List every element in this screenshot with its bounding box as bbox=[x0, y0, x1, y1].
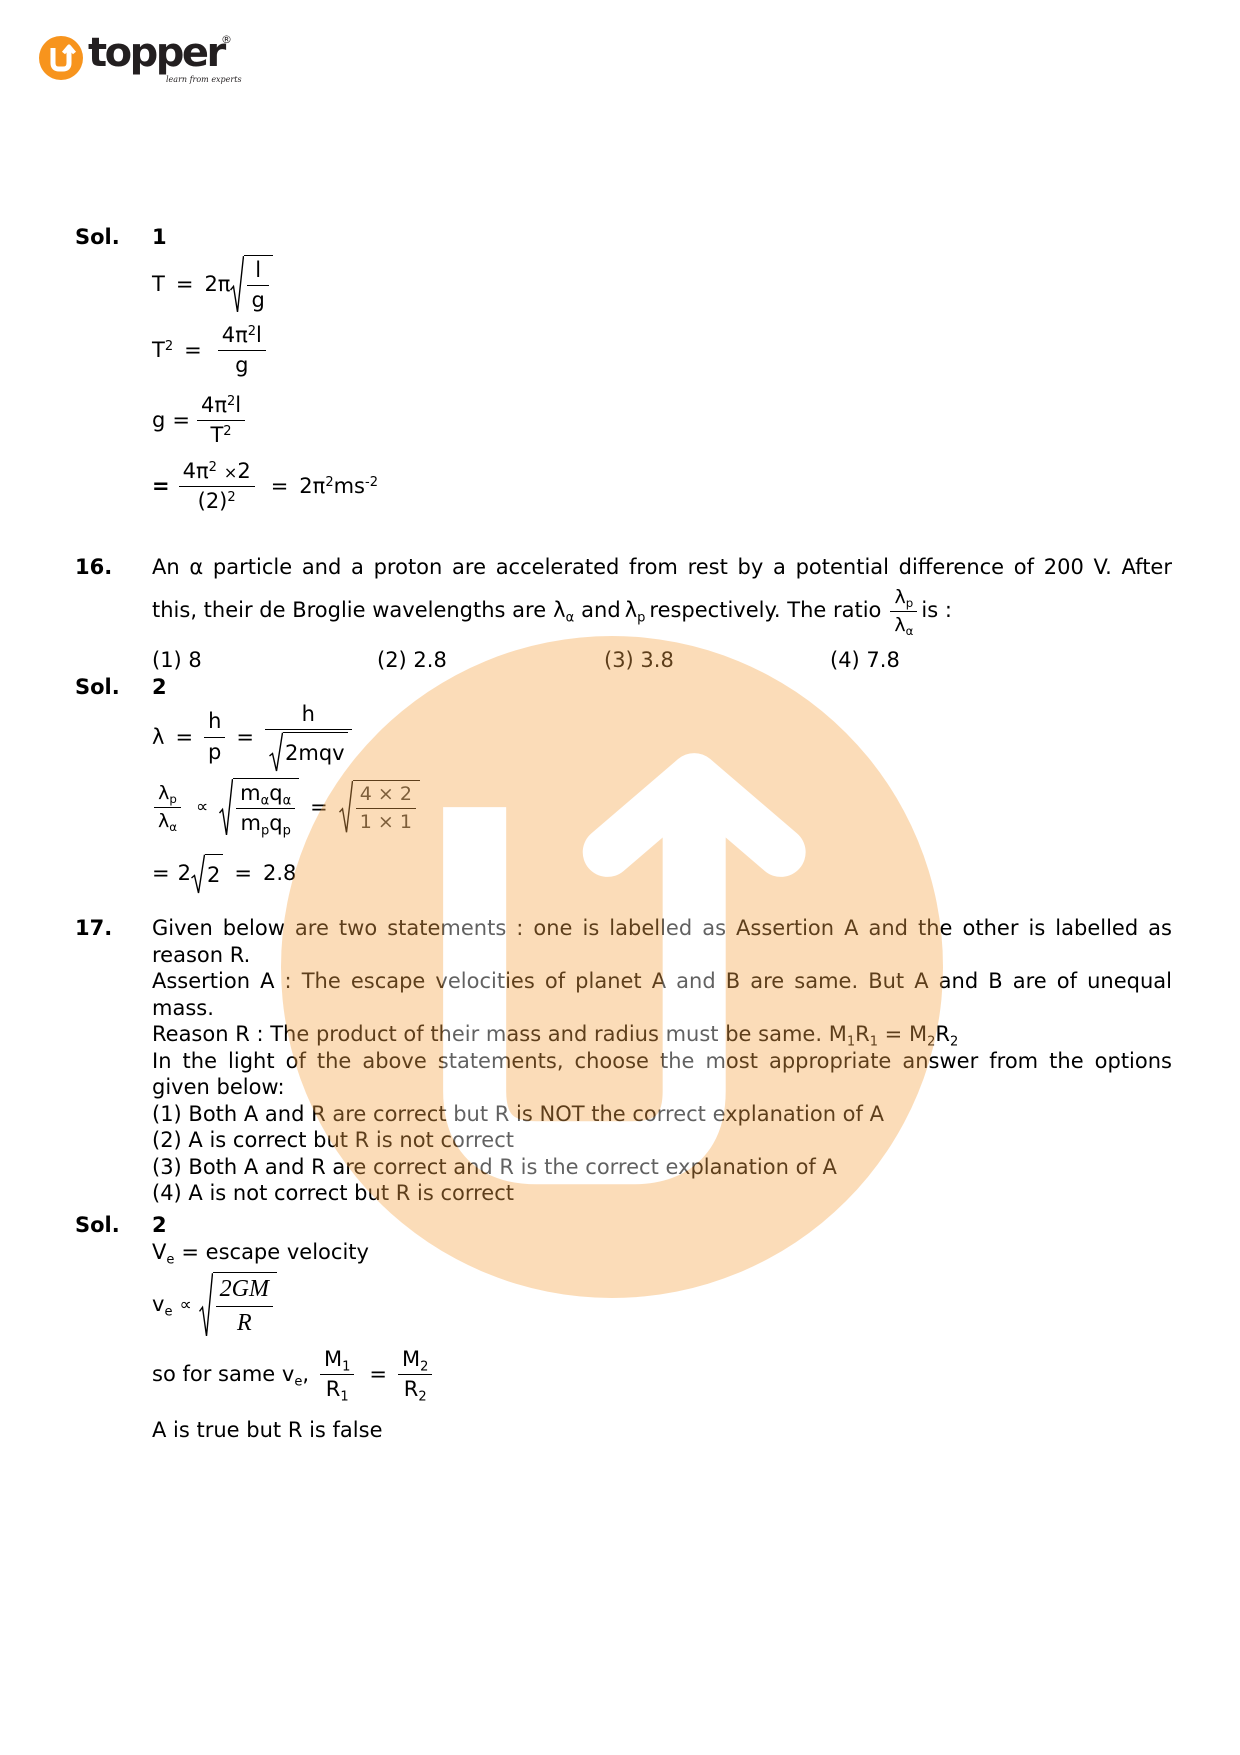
denominator-exponent: 2 bbox=[227, 490, 236, 506]
wavelength-ratio-formula bbox=[152, 778, 420, 839]
lhs-exponent: 2 bbox=[164, 338, 174, 354]
assertion-statement: Assertion A : The escape velocities of planet A and B are same. But A and B are of unequal mass. bbox=[152, 969, 1172, 1020]
m1-over-r1-fraction bbox=[320, 1347, 354, 1405]
fraction-denominator: p bbox=[208, 739, 222, 764]
fraction-denominator: g bbox=[235, 353, 249, 378]
m2-over-r2-fraction bbox=[398, 1347, 432, 1405]
question-17-body bbox=[152, 915, 1172, 1207]
fraction-numerator: l bbox=[247, 258, 268, 286]
escape-velocity-definition bbox=[152, 1239, 369, 1266]
square-root bbox=[339, 780, 420, 834]
gm-over-r-fraction bbox=[216, 1275, 273, 1338]
subscript: e bbox=[166, 1252, 175, 1268]
square-root bbox=[191, 854, 223, 894]
subscript: 1 bbox=[869, 1034, 878, 1050]
radicand bbox=[233, 778, 299, 839]
question-instruction: In the light of the above statements, choose the most appropriate answer from the options given below: bbox=[152, 1048, 1172, 1099]
numerator-exponent: 2 bbox=[226, 393, 236, 409]
equals-sign: = bbox=[270, 474, 289, 499]
solution-16-header bbox=[0, 674, 400, 701]
fraction-numerator bbox=[890, 586, 917, 612]
subscript: 1 bbox=[342, 1359, 351, 1375]
subscript: α bbox=[169, 819, 178, 834]
square-root bbox=[269, 732, 348, 772]
mass-charge-fraction bbox=[236, 781, 295, 839]
subscript: p bbox=[260, 823, 270, 839]
numerator-term: 4π bbox=[200, 393, 227, 417]
solution-label: Sol. bbox=[75, 675, 120, 699]
numerator-exponent: 2 bbox=[208, 459, 217, 475]
wavelength-ratio bbox=[154, 782, 181, 833]
alpha-wavelength bbox=[553, 598, 575, 626]
subscript: p bbox=[905, 595, 914, 610]
equals-sign: = bbox=[175, 724, 194, 749]
mass-symbol: M bbox=[828, 1022, 847, 1046]
subscript: 2 bbox=[949, 1034, 959, 1050]
numerator-term: 4π bbox=[221, 323, 248, 347]
numerator-exponent: 2 bbox=[247, 323, 257, 339]
option-2: (2) A is correct but R is not correct bbox=[152, 1128, 514, 1152]
radius-symbol: R bbox=[855, 1022, 870, 1046]
comma: , bbox=[302, 1362, 310, 1387]
question-text: respectively. The ratio bbox=[649, 598, 882, 623]
denominator-term: (2) bbox=[197, 489, 228, 514]
mass-radius-relation bbox=[152, 1347, 432, 1405]
subscript: α bbox=[905, 623, 914, 638]
conjunction: and bbox=[581, 598, 621, 623]
question-16-line-1: An α particle and a proton are accelerated from rest by a potential difference of 200 V. After bbox=[152, 555, 1172, 579]
radical-sign bbox=[269, 732, 283, 772]
radical-sign bbox=[199, 1272, 213, 1338]
fraction bbox=[218, 323, 266, 378]
radicand bbox=[244, 255, 272, 313]
option-2: (2) 2.8 bbox=[377, 648, 447, 672]
registered-mark: ® bbox=[221, 33, 232, 46]
question-16-options bbox=[0, 647, 1240, 674]
question-text: is : bbox=[921, 598, 952, 623]
fraction-numerator: 2GM bbox=[216, 1275, 273, 1307]
subscript: 1 bbox=[340, 1389, 349, 1405]
gravity-formula bbox=[152, 393, 250, 448]
fraction-numerator: h bbox=[204, 709, 225, 737]
square-root bbox=[219, 778, 299, 839]
solution-15-header bbox=[0, 224, 400, 251]
velocity-symbol bbox=[152, 1292, 173, 1320]
square-root bbox=[199, 1272, 277, 1338]
equals-sign: = bbox=[884, 1022, 903, 1046]
subscript-p: p bbox=[637, 610, 646, 626]
equals-sign: = bbox=[152, 474, 170, 499]
reason-statement bbox=[152, 1021, 1172, 1048]
option-3: (3) 3.8 bbox=[604, 648, 674, 672]
logo-tagline: learn from experts bbox=[166, 75, 242, 84]
numeric-fraction bbox=[356, 783, 416, 834]
subscript: α bbox=[282, 793, 292, 809]
result-value: 2π bbox=[299, 474, 326, 499]
equals-sign: = bbox=[310, 794, 328, 819]
symbol: v bbox=[152, 1292, 165, 1317]
subscript: 1 bbox=[846, 1034, 856, 1050]
lhs-term bbox=[152, 338, 173, 363]
radicand: 2 bbox=[205, 854, 223, 894]
fraction-numerator bbox=[398, 1347, 432, 1375]
symbol: V bbox=[152, 1240, 167, 1264]
result bbox=[299, 474, 378, 499]
unit-exponent: -2 bbox=[365, 474, 378, 490]
proton-wavelength bbox=[624, 598, 646, 626]
radicand bbox=[353, 780, 420, 834]
times-sign: × bbox=[223, 463, 238, 482]
subscript-alpha: α bbox=[565, 610, 575, 626]
period-symbol: T bbox=[152, 271, 165, 296]
h-over-p-fraction bbox=[204, 709, 225, 764]
fraction-denominator: g bbox=[251, 288, 265, 313]
charge-symbol: q bbox=[269, 811, 283, 836]
radius-symbol: R bbox=[325, 1377, 341, 1402]
solution-answer: 2 bbox=[152, 675, 167, 699]
fraction-denominator bbox=[179, 487, 255, 514]
option-3: (3) Both A and R are correct and R is the correct explanation of A bbox=[152, 1154, 837, 1179]
option-1: (1) Both A and R are correct but R is NOT the correct explanation of A bbox=[152, 1101, 884, 1126]
fraction-numerator: 4 × 2 bbox=[356, 783, 416, 809]
equals-sign: = bbox=[234, 861, 252, 886]
question-16-line-2 bbox=[152, 584, 952, 638]
length-over-gravity-fraction bbox=[247, 258, 268, 313]
subscript: α bbox=[260, 793, 270, 809]
fraction-denominator bbox=[890, 612, 917, 637]
subscript: e bbox=[294, 1374, 303, 1390]
proportional-sign: ∝ bbox=[179, 1294, 192, 1315]
lambda-symbol: λ bbox=[152, 724, 165, 749]
equals-sign: = bbox=[184, 338, 202, 363]
fraction-numerator bbox=[236, 781, 295, 809]
equals-sign: = bbox=[175, 271, 194, 296]
subscript: 2 bbox=[420, 1359, 429, 1375]
reason-text: Reason R : The product of their mass and radius must be same. bbox=[152, 1022, 822, 1046]
lambda-symbol: λ bbox=[158, 781, 170, 804]
fraction-numerator bbox=[320, 1347, 354, 1375]
subscript: 2 bbox=[927, 1034, 936, 1050]
subscript: p bbox=[282, 823, 291, 839]
numerator-tail: 2 bbox=[237, 459, 251, 483]
result-exponent: 2 bbox=[325, 474, 334, 490]
radical-sign bbox=[219, 778, 233, 836]
lhs-symbol: T bbox=[152, 338, 165, 363]
velocity-symbol bbox=[152, 1239, 174, 1266]
radical-sign bbox=[339, 780, 353, 834]
coefficient: 2 bbox=[177, 861, 191, 886]
numerator-term: 4π bbox=[182, 459, 209, 483]
fraction-numerator bbox=[218, 323, 266, 351]
lambda-symbol: λ bbox=[624, 598, 638, 623]
fraction-denominator bbox=[154, 808, 181, 833]
question-intro: Given below are two statements : one is labelled as Assertion A and the other is labelled as reason R. bbox=[152, 916, 1172, 967]
solution-answer: 1 bbox=[152, 225, 167, 249]
result-value: 2.8 bbox=[262, 861, 297, 886]
fraction-denominator: R bbox=[236, 1309, 252, 1336]
charge-symbol: q bbox=[269, 781, 283, 805]
option-4: (4) A is not correct but R is correct bbox=[152, 1181, 514, 1205]
relation-text bbox=[152, 1362, 310, 1390]
equals-sign: = bbox=[172, 408, 190, 433]
square-root bbox=[230, 255, 272, 313]
denominator-term: T bbox=[210, 423, 224, 448]
lambda-symbol: λ bbox=[894, 613, 906, 636]
gravity-substitution bbox=[152, 459, 378, 514]
fraction-numerator: h bbox=[265, 702, 352, 730]
fraction-numerator bbox=[197, 393, 245, 421]
question-number-16: 16. bbox=[75, 555, 113, 579]
reason-equation bbox=[828, 1022, 959, 1050]
question-text: this, their de Broglie wavelengths are bbox=[152, 598, 547, 623]
equals-sign: = bbox=[369, 1362, 388, 1387]
radius-symbol: R bbox=[403, 1377, 419, 1402]
utopper-u-arrow-icon bbox=[38, 35, 84, 81]
mass-symbol: M bbox=[324, 1347, 343, 1371]
numerator-tail: l bbox=[256, 323, 262, 347]
proportional-sign: ∝ bbox=[196, 796, 209, 817]
radical-sign bbox=[191, 854, 205, 894]
equals-sign: = bbox=[152, 861, 170, 886]
mass-symbol: m bbox=[240, 811, 261, 836]
ratio-result bbox=[152, 854, 296, 894]
radical-sign bbox=[230, 255, 244, 313]
numerator-tail: l bbox=[235, 393, 242, 417]
period-squared-formula bbox=[152, 323, 271, 378]
result-unit: ms bbox=[333, 474, 365, 499]
definition-text: = escape velocity bbox=[181, 1240, 369, 1264]
mass-symbol: M bbox=[402, 1347, 421, 1371]
fraction-numerator bbox=[179, 459, 255, 487]
lambda-symbol: λ bbox=[894, 585, 906, 608]
period-formula bbox=[152, 255, 273, 313]
mass-symbol: M bbox=[908, 1022, 928, 1046]
radicand bbox=[213, 1272, 277, 1338]
solution-label: Sol. bbox=[75, 1213, 120, 1237]
de-broglie-formula bbox=[152, 702, 352, 772]
solution-conclusion: A is true but R is false bbox=[152, 1418, 383, 1442]
fraction-numerator bbox=[154, 782, 181, 808]
equals-sign: = bbox=[236, 724, 254, 749]
lhs-symbol: g bbox=[152, 408, 166, 433]
fraction-denominator bbox=[197, 421, 245, 448]
denominator-exponent: 2 bbox=[223, 424, 232, 440]
wavelength-ratio bbox=[890, 586, 917, 637]
fraction-denominator bbox=[320, 1375, 354, 1405]
solution-17-header bbox=[0, 1212, 400, 1239]
fraction-denominator: 1 × 1 bbox=[359, 811, 412, 834]
fraction-denominator bbox=[398, 1375, 432, 1405]
solution-answer: 2 bbox=[152, 1213, 167, 1237]
fraction bbox=[197, 393, 245, 448]
fraction bbox=[179, 459, 255, 514]
fraction-denominator bbox=[236, 809, 295, 839]
subscript: p bbox=[169, 792, 177, 806]
fraction-denominator bbox=[265, 730, 352, 772]
escape-velocity-proportionality bbox=[152, 1272, 277, 1338]
lambda-symbol: λ bbox=[158, 809, 170, 832]
subscript: 2 bbox=[418, 1389, 427, 1405]
lambda-symbol: λ bbox=[553, 598, 566, 623]
radicand: 2mqv bbox=[283, 732, 348, 772]
option-4: (4) 7.8 bbox=[830, 648, 900, 672]
mass-symbol: m bbox=[240, 781, 261, 805]
h-over-root-fraction bbox=[265, 702, 352, 772]
solution-label: Sol. bbox=[75, 225, 120, 249]
question-number-17: 17. bbox=[75, 916, 113, 940]
option-1: (1) 8 bbox=[152, 648, 202, 672]
subscript: e bbox=[164, 1304, 173, 1320]
radius-symbol: R bbox=[935, 1022, 950, 1046]
logo-brand-name: topper bbox=[88, 30, 224, 76]
coefficient: 2π bbox=[204, 271, 231, 296]
text: so for same v bbox=[152, 1362, 295, 1387]
